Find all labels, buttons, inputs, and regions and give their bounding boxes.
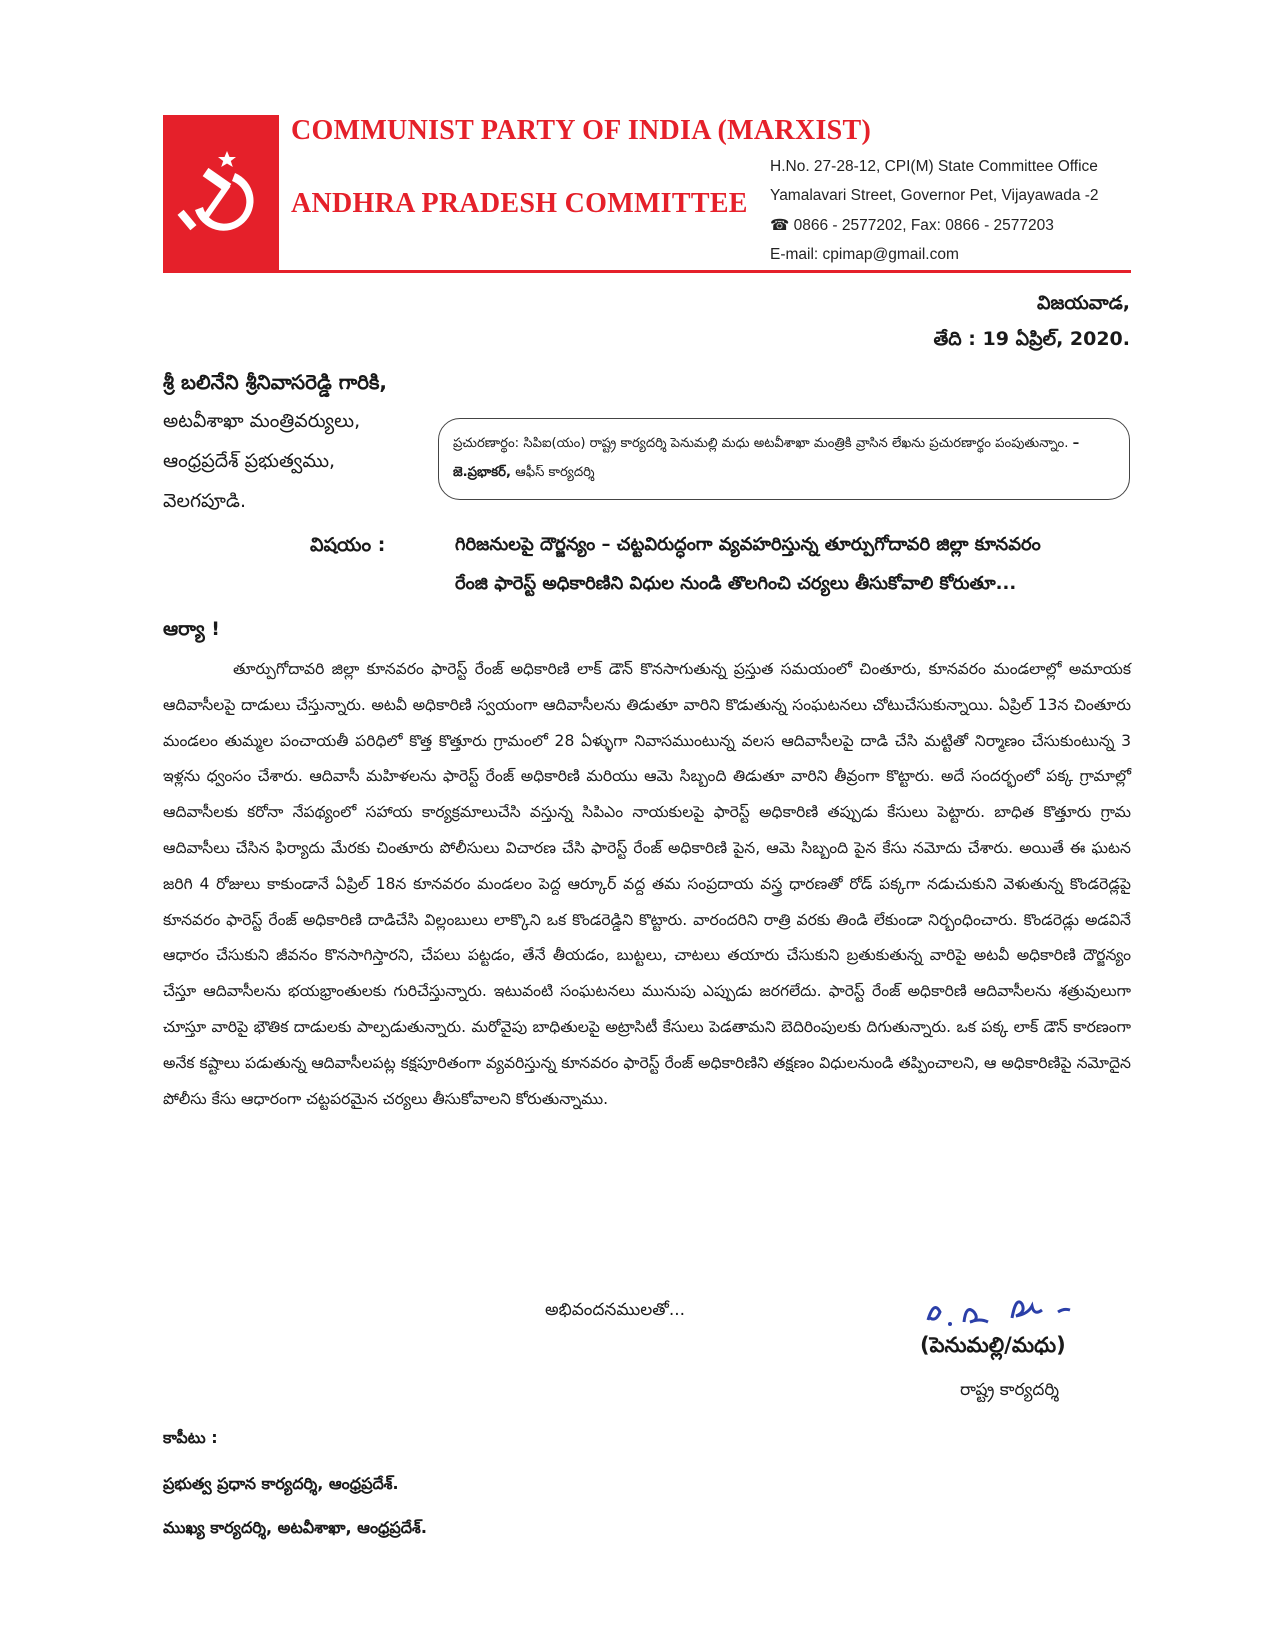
salutation: ఆర్యా ! [163, 618, 220, 640]
letter-place: విజయవాడ, [1036, 292, 1130, 314]
recipient-place: వెలగపూడి. [163, 490, 247, 512]
subject-line-1: గిరిజనులపై దౌర్జన్యం – చట్టవిరుద్ధంగా వ్యవహరిస్తున్న తూర్పుగోదావరి జిల్లా కూనవరం [455, 534, 1041, 555]
recipient-designation: అటవీశాఖా మంత్రివర్యులు, [163, 410, 361, 432]
letter-date: తేది : 19 ఏప్రిల్, 2020. [933, 328, 1130, 350]
address-line-2: Yamalavari Street, Governor Pet, Vijayawada -2 [770, 187, 1099, 204]
copy-to-label: కాపీటు : [163, 1428, 218, 1447]
subject-label: విషయం : [310, 534, 386, 556]
signatory-name: (పెనుమల్లి/మధు) [920, 1333, 1066, 1357]
party-logo [163, 115, 279, 272]
org-name: COMMUNIST PARTY OF INDIA (MARXIST) [291, 115, 872, 146]
letter-body: తూర్పుగోదావరి జిల్లా కూనవరం ఫారెస్ట్ రేంజ్ అధికారిణి లాక్ డౌన్ కొనసాగుతున్న ప్రస్తుత సమయంలో చింతూరు, కూనవరం మండలాల్లో అమాయక ఆదివాసీలపై దాడులు చేస్తున్నారు. అటవీ అధికారిణి స్వయంగా ఆదివాసీలను తిడుతూ వారిని కొడుతున్న సంఘటనలు చోటుచేసుకున్నాయి. ఏప్రిల్ 13న చింతూరు మండలం తుమ్మల పంచాయతీ పరిధిలో కొత్త కొత్తూరు గ్రామంలో 28 ఏళ్ళుగా నివాసముంటున్న వలస ఆదివాసీలపై దాడి చేసి మట్టితో నిర్మాణం చేసుకుంటున్న 3 ఇళ్లను ధ్వంసం చేశారు. ఆదివాసీ మహిళలను ఫారెస్ట్ రేంజ్ అధికారిణి మరియు ఆమె సిబ్బంది తిడుతూ వారిని తీవ్రంగా కొట్టారు. అదే సందర్భంలో పక్క గ్రామాల్లో ఆదివాసీలకు కరోనా నేపథ్యంలో సహాయ కార్యక్రమాలుచేసి వస్తున్న సిపిఎం నాయకులపై ఫారెస్ట్ అధికారిణి తప్పుడు కేసులు పెట్టారు. బాధిత కొత్తూరు గ్రామ ఆదివాసీలు చేసిన ఫిర్యాదు మేరకు చింతూరు పోలీసులు విచారణ చేసి ఫారెస్ట్ రేంజ్ అధికారిణి పైన, ఆమె సిబ్బంది పైన కేసు నమోదు చేశారు. అయితే ఈ ఘటన జరిగి 4 రోజులు కాకుండానే ఏప్రిల్ 18న కూనవరం మండలం పెద్ద ఆర్కూర్ వద్ద తమ సంప్రదాయ వస్త్ర ధారణతో రోడ్ పక్కగా నడుచుకుని వెళుతున్న కొండరెడ్లపై కూనవరం ఫారెస్ట్ రేంజ్ అధికారిణి దాడిచేసి విల్లంబులు లాక్కొని ఒక కొండరెడ్డిని కొట్టారు. వారందరిని రాత్రి వరకు తిండి లేకుండా నిర్బంధించారు. కొండరెడ్లు అడవినే ఆధారం చేసుకుని జీవనం కొనసాగిస్తారని, చేపలు పట్టడం, తేనే తీయడం, బుట్టలు, చాటలు తయారు చేసుకుని బ్రతుకుతున్న వారిపై అటవీ అధికారిణి దౌర్జన్యం చేస్తూ ఆదివాసీలను భయభ్రాంతులకు గురిచేస్తున్నారు. ఇటువంటి సంఘటనలు మునుపు ఎప్పుడు జరగలేదు. ఫారెస్ట్ రేంజ్ అధికారిణి ఆదివాసీలను శత్రువులుగా చూస్తూ వారిపై భౌతిక దాడులకు పాల్పడుతున్నారు. మరోవైపు బాధితులపై అట్రాసిటీ కేసులు పెడతామని బెదిరింపులకు దిగుతున్నారు. ఒక పక్క లాక్ డౌన్ కారణంగా అనేక కష్టాలు పడుతున్న ఆదివాసీలపట్ల కక్షపూరితంగా వ్యవరిస్తున్న కూనవరం ఫారెస్ట్ రేంజ్ అధికారిణిని తక్షణం విధులనుండి తప్పించాలని, ఆ అధికారిణిపై నమోదైన పోలీసు కేసు ఆధారంగా చట్టపరమైన చర్యలు తీసుకోవాలని కోరుతున్నాము. [163, 660, 1131, 1108]
address-line-1: H.No. 27-28-12, CPI(M) State Committee Office [770, 158, 1098, 175]
phone-line [770, 216, 1054, 235]
hammer-sickle-star-icon [163, 115, 279, 272]
press-note-text: సిపిఐ(యం) రాష్ట్ర కార్యదర్శి పెనుమల్లి మధు అటవీశాఖా మంత్రికి వ్రాసిన లేఖను ప్రచురణార్థం పంపుతున్నాం. [523, 436, 1069, 451]
recipient-government: ఆంధ్రప్రదేశ్ ప్రభుత్వము, [163, 450, 336, 472]
press-note-label: ప్రచురణార్థం: [453, 436, 520, 451]
press-note-sender-role: ఆఫీస్ కార్యదర్శి [515, 465, 595, 480]
handwritten-signature [920, 1290, 1080, 1338]
phone-icon: ☎ [770, 217, 790, 234]
phone-fax-text: 0866 - 2577202, Fax: 0866 - 2577203 [793, 217, 1054, 234]
header-divider [163, 270, 1131, 273]
recipient-name: శ్రీ బలినేని శ్రీనివాసరెడ్డి గారికి, [163, 370, 388, 394]
copy-to-item: ముఖ్య కార్యదర్శి, అటవీశాఖా, ఆంధ్రప్రదేశ్. [163, 1518, 427, 1537]
press-note-box [438, 418, 1130, 500]
press-note-sender: – జె.ప్రభాకర్, [453, 436, 1080, 480]
signatory-title: రాష్ట్ర కార్యదర్శి [960, 1380, 1060, 1400]
subject-line-2: రేంజి ఫారెస్ట్ అధికారిణిని విధుల నుండి తొలగించి చర్యలు తీసుకోవాలి కోరుతూ... [455, 573, 1017, 594]
email-line: E-mail: cpimap@gmail.com [770, 246, 959, 263]
copy-to-item: ప్రభుత్వ ప్రధాన కార్యదర్శి, ఆంధ్రప్రదేశ్. [163, 1474, 399, 1493]
closing: అభివందనములతో... [545, 1300, 686, 1320]
org-committee: ANDHRA PRADESH COMMITTEE [291, 188, 748, 219]
